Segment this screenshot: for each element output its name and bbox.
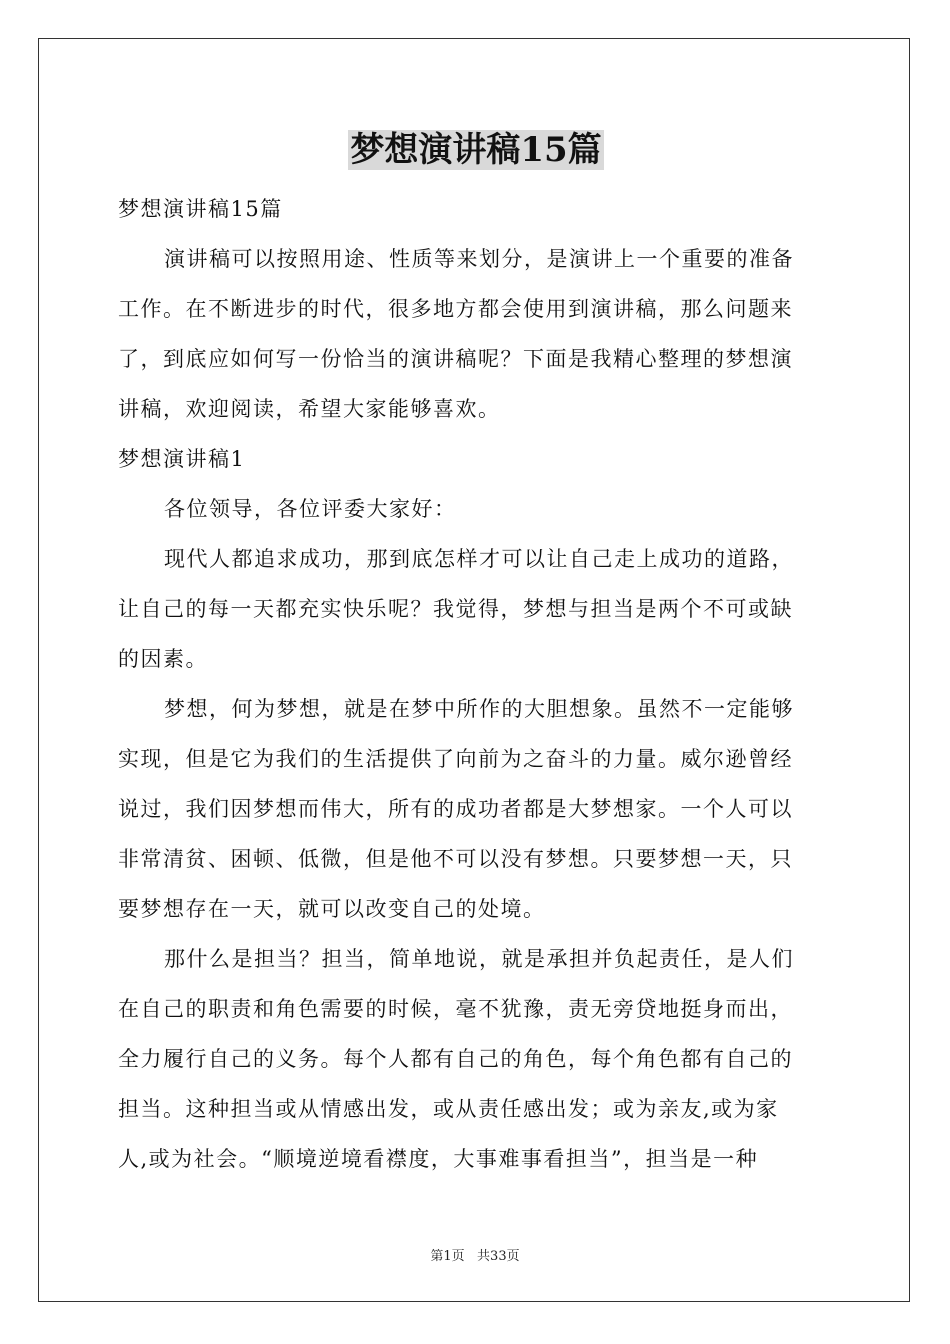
text-line: 梦想，何为梦想，就是在梦中所作的大胆想象。虽然不一定能够 — [164, 697, 794, 721]
text-line: 实现，但是它为我们的生活提供了向前为之奋斗的力量。威尔逊曾经 — [118, 747, 793, 771]
text-line: 非常清贫、困顿、低微，但是他不可以没有梦想。只要梦想一天，只 — [118, 847, 793, 871]
page-footer: 第1页 共33页 — [430, 1249, 520, 1264]
text-line: 演讲稿可以按照用途、性质等来划分，是演讲上一个重要的准备 — [164, 247, 794, 271]
text-line: 全力履行自己的义务。每个人都有自己的角色，每个角色都有自己的 — [118, 1047, 793, 1071]
text-line: 说过，我们因梦想而伟大，所有的成功者都是大梦想家。一个人可以 — [118, 797, 793, 821]
text-line: 担当。这种担当或从情感出发，或从责任感出发；或为亲友,或为家 — [118, 1097, 779, 1121]
text-line: 梦想演讲稿15篇 — [118, 197, 283, 221]
text-line: 让自己的每一天都充实快乐呢？我觉得，梦想与担当是两个不可或缺 — [118, 597, 793, 621]
paragraph-lines — [118, 184, 834, 1184]
text-line: 在自己的职责和角色需要的时候，毫不犹豫，责无旁贷地挺身而出， — [118, 997, 793, 1021]
text-line: 那什么是担当？担当，简单地说，就是承担并负起责任，是人们 — [164, 947, 794, 971]
document-title-text: 梦想演讲稿15篇 — [350, 130, 602, 170]
text-line: 梦想演讲稿1 — [118, 447, 246, 471]
text-line: 的因素。 — [118, 647, 208, 671]
document-title — [118, 120, 834, 180]
text-line: 现代人都追求成功，那到底怎样才可以让自己走上成功的道路， — [164, 547, 794, 571]
document-body — [118, 120, 834, 1184]
text-line: 各位领导，各位评委大家好： — [164, 497, 457, 521]
text-line: 工作。在不断进步的时代，很多地方都会使用到演讲稿，那么问题来 — [118, 297, 793, 321]
text-line: 人,或为社会。“顺境逆境看襟度，大事难事看担当”，担当是一种 — [118, 1147, 759, 1171]
text-line: 了，到底应如何写一份恰当的演讲稿呢？下面是我精心整理的梦想演 — [118, 347, 793, 371]
text-line: 讲稿，欢迎阅读，希望大家能够喜欢。 — [118, 397, 501, 421]
text-line: 要梦想存在一天，就可以改变自己的处境。 — [118, 897, 546, 921]
